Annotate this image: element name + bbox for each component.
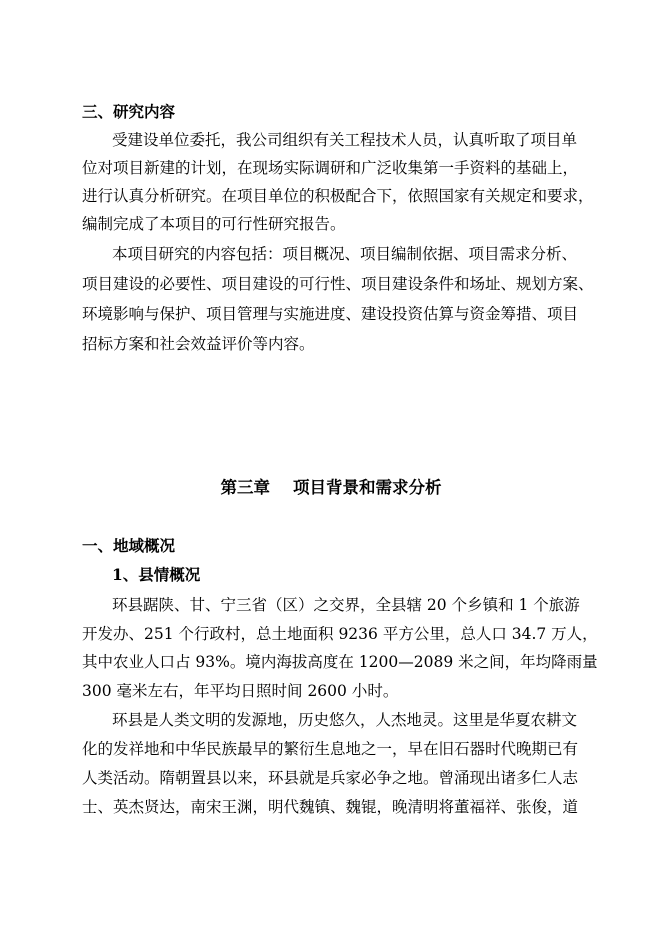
paragraph-line: 招标方案和社会效益评价等内容。 [82, 335, 315, 353]
paragraph-line: 项目建设的必要性、项目建设的可行性、项目建设条件和场址、规划方案、 [82, 275, 594, 293]
paragraph-line: 位对项目新建的计划，在现场实际调研和广泛收集第一手资料的基础上， [82, 159, 579, 177]
section-heading-research-content: 三、研究内容 [82, 102, 176, 121]
paragraph-line: 环县是人类文明的发源地，历史悠久，人杰地灵。这里是华夏农耕文 [112, 711, 578, 729]
paragraph-line: 其中农业人口占 93%。境内海拔高度在 1200—2089 米之间，年均降雨量 [82, 653, 598, 671]
paragraph-line: 士、英杰贤达，南宋王渊，明代魏镇、魏锟，晚清明将董福祥、张俊，道 [82, 798, 579, 816]
paragraph-line: 环县踞陕、甘、宁三省（区）之交界，全县辖 20 个乡镇和 1 个旅游 [112, 596, 580, 614]
paragraph-line: 受建设单位委托，我公司组织有关工程技术人员，认真听取了项目单 [112, 131, 578, 149]
paragraph-line: 开发办、251 个行政村，总土地面积 9236 平方公里，总人口 34.7 万人， [82, 625, 598, 643]
paragraph-line: 人类活动。隋朝置县以来，环县就是兵家必争之地。曾涌现出诸多仁人志 [82, 769, 579, 787]
subsection-heading-county-overview: 1、县情概况 [112, 565, 201, 584]
section-heading-regional-overview: 一、地域概况 [82, 536, 176, 555]
paragraph-line: 进行认真分析研究。在项目单位的积极配合下，依照国家有关规定和要求， [82, 187, 594, 205]
paragraph-line: 环境影响与保护、项目管理与实施进度、建设投资估算与资金筹措、项目 [82, 305, 579, 323]
chapter-title: 第三章 项目背景和需求分析 [220, 478, 442, 497]
paragraph-line: 300 毫米左右，年平均日照时间 2600 小时。 [82, 682, 399, 700]
paragraph-line: 编制完成了本项目的可行性研究报告。 [82, 215, 346, 233]
paragraph-line: 本项目研究的内容包括：项目概况、项目编制依据、项目需求分析、 [112, 245, 578, 263]
paragraph-line: 化的发祥地和中华民族最早的繁衍生息地之一，早在旧石器时代晚期已有 [82, 740, 579, 758]
